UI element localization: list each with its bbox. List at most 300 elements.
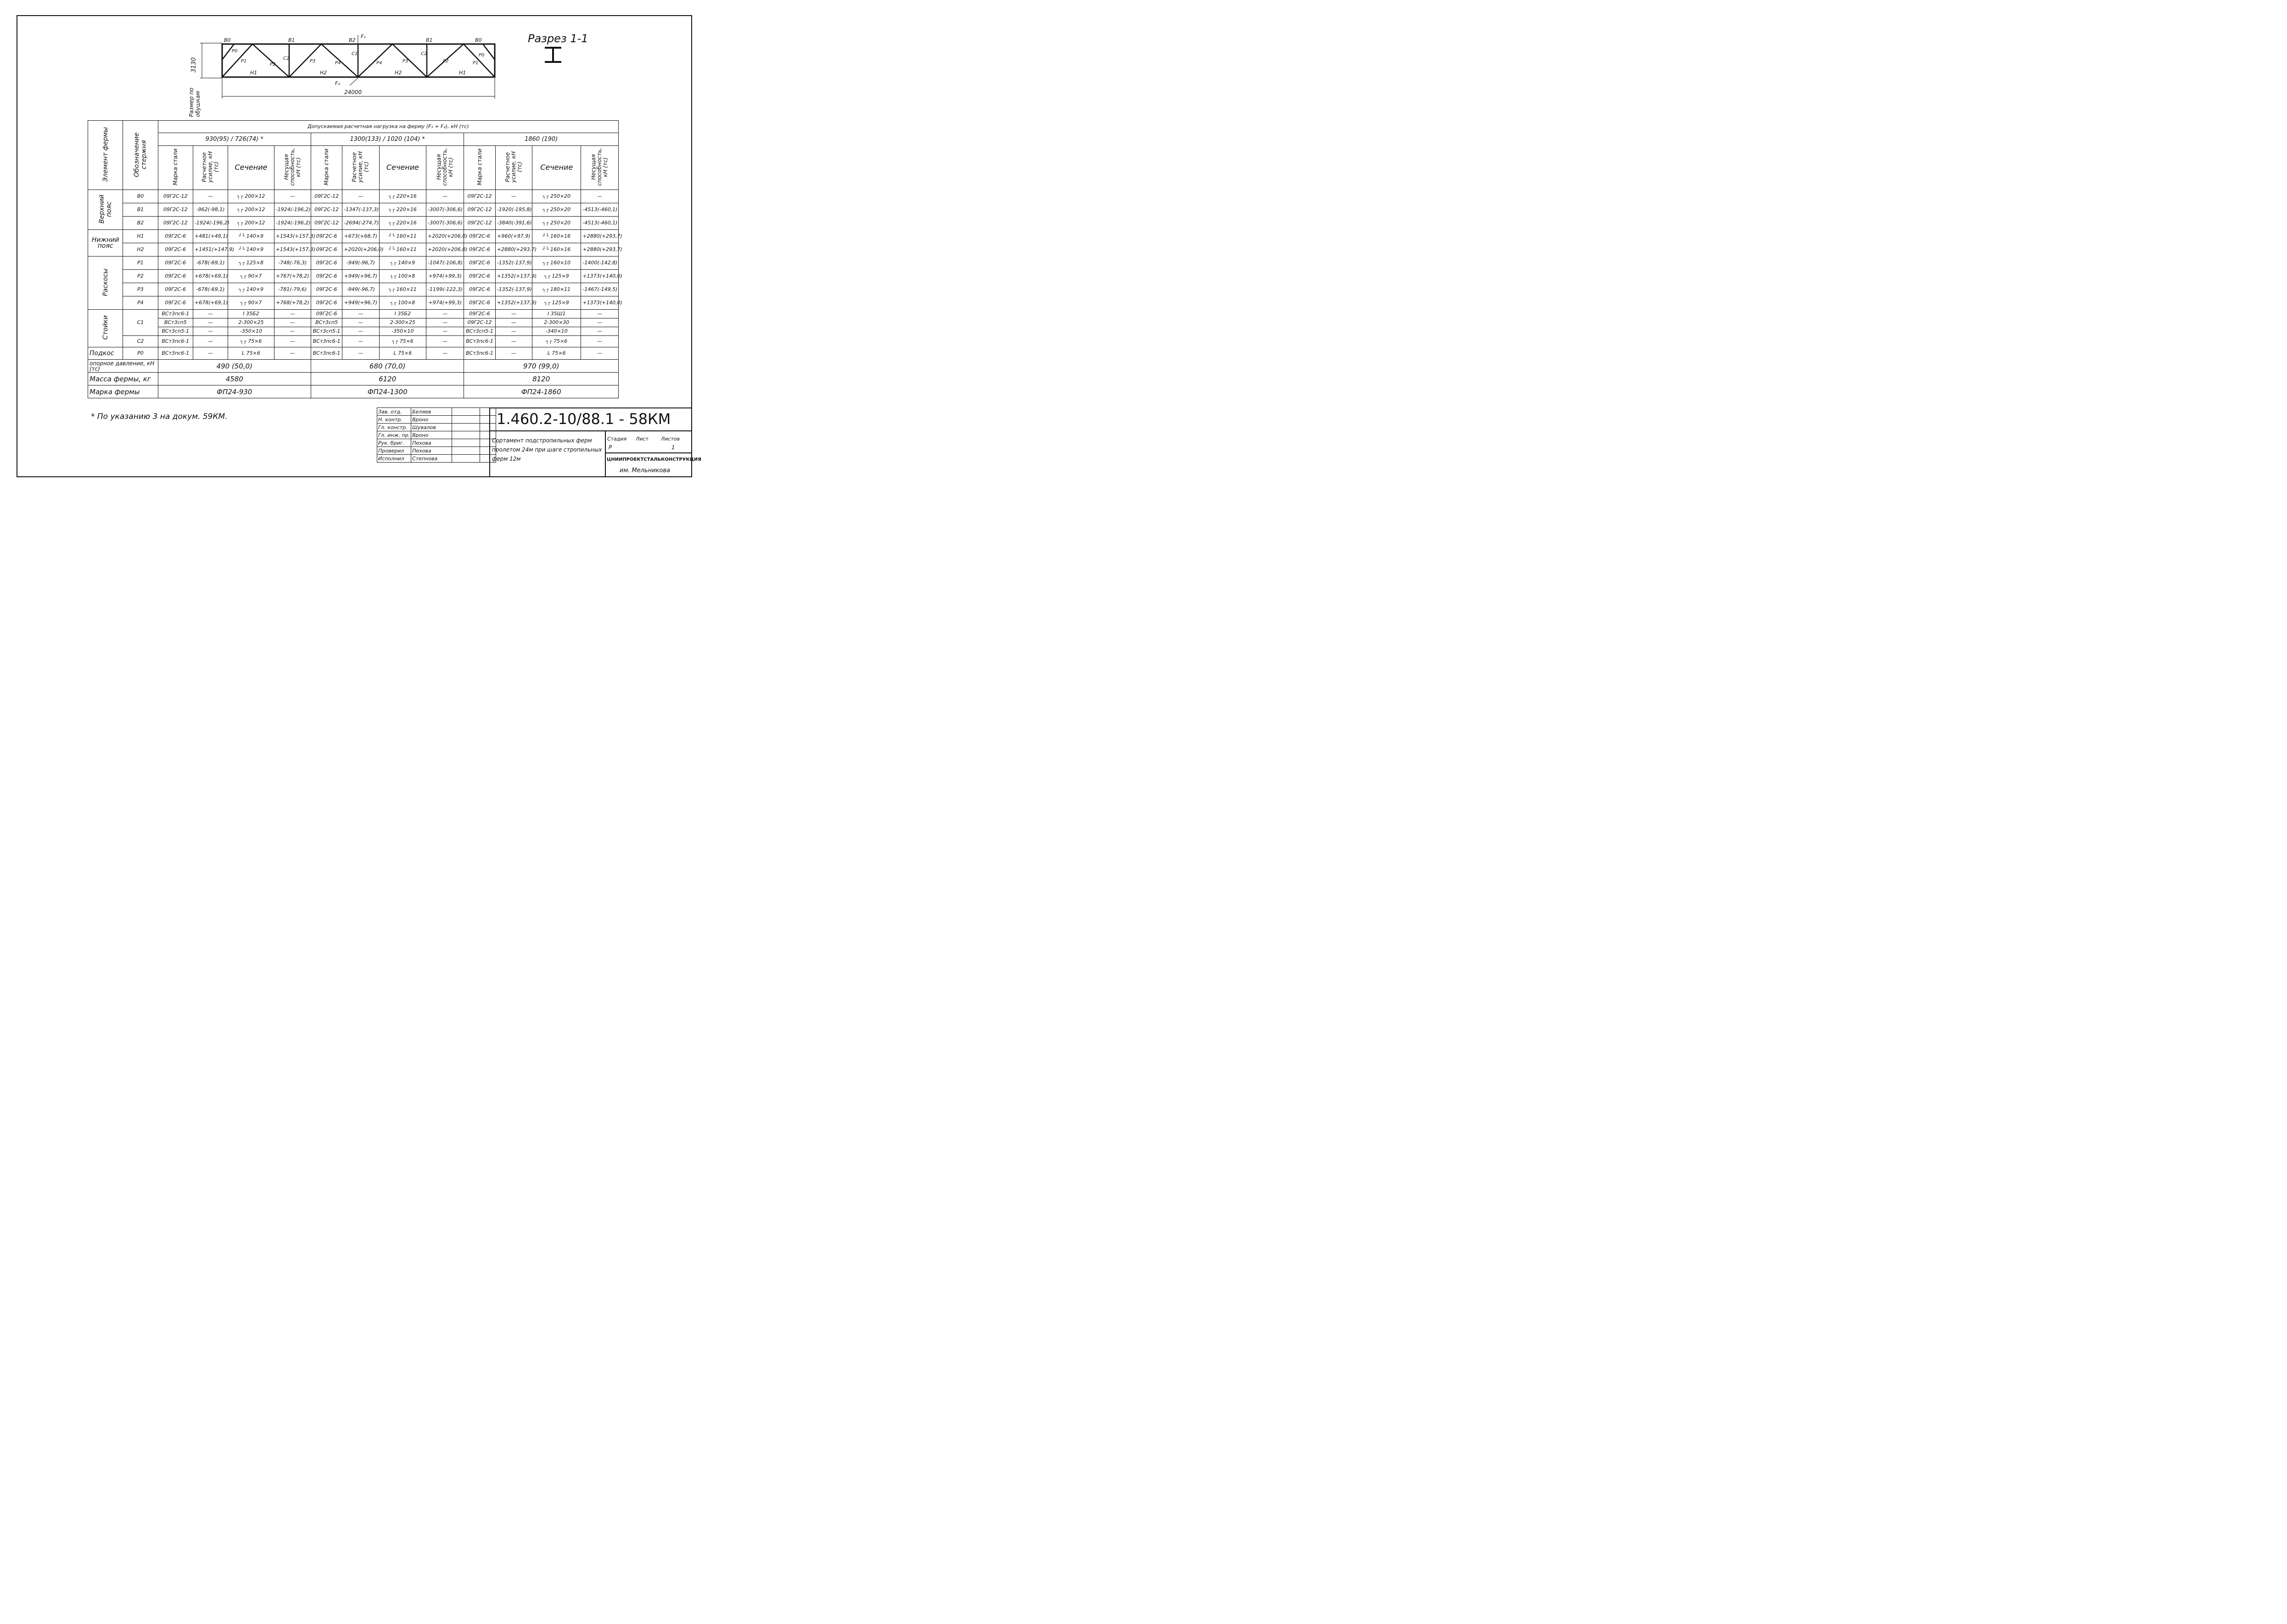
table-cell: —	[342, 347, 379, 360]
table-cell: —	[426, 190, 464, 203]
table-cell: ┐┌ 180×11	[532, 283, 581, 296]
stamp-row	[377, 431, 496, 439]
assortment-table	[88, 120, 622, 398]
label-p2-right: P2	[443, 59, 449, 64]
header-main: Допускаемая расчетная нагрузка на ферму (F₁ + F₂), кН (тс)	[158, 121, 618, 133]
table-cell: —	[274, 318, 311, 327]
table-cell: B1	[123, 203, 158, 217]
table-cell: -3007(-306,6)	[426, 217, 464, 230]
label-p0-left: P0	[232, 49, 238, 54]
stamp-signature	[452, 439, 480, 447]
table-cell: —	[495, 347, 532, 360]
table-cell: —	[495, 310, 532, 318]
table-cell: +1352(+137,9)	[495, 270, 532, 283]
stamp-signature	[452, 455, 480, 463]
stamp-row	[377, 408, 496, 416]
subheader-0-3: Несущая способность, кН (тс)	[274, 145, 311, 190]
table-cell: —	[274, 327, 311, 336]
table-cell: -350×10	[228, 327, 274, 336]
approval-stamp	[377, 407, 496, 463]
label-b2: B2	[349, 37, 356, 43]
table-cell: ┐┌ 125×8	[228, 257, 274, 270]
support-value: 970 (99,0)	[464, 360, 619, 373]
table-cell: —	[495, 190, 532, 203]
table-cell: 09Г2С-6	[158, 296, 193, 310]
stamp-role: Проверил	[377, 447, 411, 455]
stamp-role: Зав. отд.	[377, 408, 411, 416]
table-cell: ┐┌ 220×16	[379, 190, 426, 203]
group-930: 930(95) / 726(74) *	[158, 133, 311, 145]
table-cell: 09Г2С-6	[158, 230, 193, 243]
stamp-person: Вроно	[411, 416, 452, 424]
table-cell: —	[193, 190, 228, 203]
table-cell: -4513(-460,1)	[581, 203, 619, 217]
table-cell: ┐┌ 75×6	[532, 336, 581, 347]
mass-value: 4580	[158, 373, 311, 385]
table-cell: -962(-98,1)	[193, 203, 228, 217]
subheader-2-3: Несущая способность, кН (тс)	[581, 145, 619, 190]
subheader-0-2: Сечение	[228, 145, 274, 190]
label-p0-right: P0	[479, 53, 485, 58]
table-cell: —	[342, 327, 379, 336]
table-row	[88, 257, 619, 270]
table-cell: —	[581, 347, 619, 360]
table-cell: ┐┌ 200×12	[228, 190, 274, 203]
table-cell: —	[495, 336, 532, 347]
table-cell: 09Г2С-6	[464, 310, 495, 318]
table-cell: 09Г2С-6	[158, 270, 193, 283]
table-row	[88, 230, 619, 243]
table-row	[88, 310, 619, 318]
stamp-signature	[452, 424, 480, 431]
table-cell: —	[426, 347, 464, 360]
table-cell: -1924(-196,2)	[274, 203, 311, 217]
table-cell: 09Г2С-12	[158, 203, 193, 217]
table-row	[88, 347, 619, 360]
table-cell: -3007(-306,6)	[426, 203, 464, 217]
stamp-person: Шувалов	[411, 424, 452, 431]
table-cell: -1920(-195,8)	[495, 203, 532, 217]
table-cell: I 35Ш1	[532, 310, 581, 318]
stamp-role: Н. контр.	[377, 416, 411, 424]
table-cell: -4513(-460,1)	[581, 217, 619, 230]
stamp-role: Рук. бриг.	[377, 439, 411, 447]
table-cell: 2-300×25	[228, 318, 274, 327]
table-cell: L 75×6	[379, 347, 426, 360]
sheets-value: 1	[671, 444, 675, 451]
table-cell: ┐┌ 250×20	[532, 217, 581, 230]
table-cell: -340×10	[532, 327, 581, 336]
table-cell: 09Г2С-12	[464, 190, 495, 203]
mass-value: 8120	[464, 373, 619, 385]
stamp-person: Степнова	[411, 455, 452, 463]
table-cell: ┐┌ 100×8	[379, 296, 426, 310]
subheader-2-2: Сечение	[532, 145, 581, 190]
table-cell: ┐┌ 75×6	[228, 336, 274, 347]
table-cell: -678(-69,1)	[193, 257, 228, 270]
table-cell: +767(+78,2)	[274, 270, 311, 283]
table-cell: ┘└ 160×16	[532, 243, 581, 257]
table-cell: —	[426, 327, 464, 336]
stamp-role: Исполнил	[377, 455, 411, 463]
label-p1-left: P1	[241, 59, 247, 64]
table-row	[88, 336, 619, 347]
table-row	[88, 318, 619, 327]
col-element: Элемент фермы	[88, 121, 123, 190]
table-cell: I 35Б2	[228, 310, 274, 318]
table-cell: P3	[123, 283, 158, 296]
mark-value: ФП24-1860	[464, 385, 619, 398]
rod-p0: P0	[123, 347, 158, 360]
stamp-person: Вроно	[411, 431, 452, 439]
stamp-row	[377, 455, 496, 463]
table-cell: ┐┌ 220×16	[379, 203, 426, 217]
table-cell: ┘└ 160×11	[379, 243, 426, 257]
mark-value: ФП24-930	[158, 385, 311, 398]
table-cell: 09Г2С-6	[158, 283, 193, 296]
stamp-row	[377, 424, 496, 431]
table-cell: ┐┌ 125×9	[532, 296, 581, 310]
table-cell: 09Г2С-6	[311, 257, 342, 270]
subheader-1-0: Марка стали	[311, 145, 342, 190]
mark-label: Марка фермы	[88, 385, 158, 398]
podkos-label: Подкос	[88, 347, 123, 360]
subheader-0-1: Расчетное усилие, кН (тс)	[193, 145, 228, 190]
stamp-person: Беляев	[411, 408, 452, 416]
table-row-mass	[88, 373, 619, 385]
subheader-1-2: Сечение	[379, 145, 426, 190]
table-cell: ┘└ 160×16	[532, 230, 581, 243]
truss-diagram	[184, 32, 505, 119]
table-cell: 09Г2С-12	[158, 190, 193, 203]
table-cell: +481(+49,1)	[193, 230, 228, 243]
stamp-signature	[452, 416, 480, 424]
table-cell: 09Г2С-6	[464, 283, 495, 296]
table-cell: +673(+68,7)	[342, 230, 379, 243]
table-cell: 09Г2С-6	[311, 296, 342, 310]
table-cell: +1543(+157,3)	[274, 230, 311, 243]
table-cell: +2020(+206,0)	[342, 243, 379, 257]
table-cell: ВСт3пс6-1	[158, 310, 193, 318]
table-cell: —	[581, 327, 619, 336]
table-cell: ┐┌ 100×8	[379, 270, 426, 283]
table-cell: +949(+96,7)	[342, 270, 379, 283]
label-c1: C1	[352, 51, 358, 56]
table-cell: P4	[123, 296, 158, 310]
table-cell: —	[581, 310, 619, 318]
table-cell: —	[495, 327, 532, 336]
label-h2-right: H2	[395, 70, 402, 76]
label-c2-left: C2	[283, 56, 290, 61]
i-beam-icon	[544, 46, 562, 64]
table-cell: —	[342, 318, 379, 327]
stamp-signature	[452, 447, 480, 455]
table-cell: ВСт3пс6-1	[464, 347, 495, 360]
table-row-mark	[88, 385, 619, 398]
org-name: ЦНИИПРОЕКТСТАЛЬКОНСТРУКЦИЯ	[607, 457, 702, 462]
sheets-header: Листов	[661, 436, 680, 442]
label-c2-right: C2	[421, 51, 427, 56]
label-h1-right: H1	[459, 70, 466, 76]
table-cell: B2	[123, 217, 158, 230]
table-cell: -350×10	[379, 327, 426, 336]
support-value: 680 (70,0)	[311, 360, 464, 373]
stamp-row	[377, 416, 496, 424]
table-cell: +678(+69,1)	[193, 270, 228, 283]
table-cell: 09Г2С-6	[311, 283, 342, 296]
table-cell: -1047(-106,8)	[426, 257, 464, 270]
table-cell: —	[426, 318, 464, 327]
table-cell: —	[274, 310, 311, 318]
table-row	[88, 203, 619, 217]
stamp-role: Гл. констр.	[377, 424, 411, 431]
table-cell: ┐┌ 75×6	[379, 336, 426, 347]
subheader-1-1: Расчетное усилие, кН (тс)	[342, 145, 379, 190]
table-cell: ВСт3пс6-1	[464, 336, 495, 347]
rod-c1: C1	[123, 310, 158, 336]
label-p2-left: P2	[270, 62, 276, 67]
stage-header: Стадия	[607, 436, 627, 442]
label-b1-left: B1	[288, 37, 295, 43]
table-cell: 09Г2С-6	[464, 230, 495, 243]
table-cell: 09Г2С-6	[464, 270, 495, 283]
table-cell: 2-300×30	[532, 318, 581, 327]
table-cell: —	[274, 190, 311, 203]
table-cell: —	[274, 347, 311, 360]
table-cell: ┐┌ 125×9	[532, 270, 581, 283]
table-row	[88, 296, 619, 310]
table-cell: ┐┌ 90×7	[228, 296, 274, 310]
table-cell: 09Г2С-6	[464, 257, 495, 270]
table-cell: —	[274, 336, 311, 347]
doc-title: Сортамент подстропильных ферм пролетом 24м при шаге стропильных ферм 12м	[492, 437, 602, 462]
span-dim: 24000	[344, 89, 362, 95]
label-h1-left: H1	[250, 70, 257, 76]
table-row	[88, 190, 619, 203]
table-cell: -949(-96,7)	[342, 257, 379, 270]
table-cell: 09Г2С-6	[311, 243, 342, 257]
doc-code: 1.460.2-10/88.1 - 58КМ	[497, 410, 671, 428]
section-title: Разрез 1-1	[528, 32, 588, 45]
table-cell: +1373(+140,0)	[581, 270, 619, 283]
table-cell: ┐┌ 200×12	[228, 217, 274, 230]
table-cell: ┐┌ 200×12	[228, 203, 274, 217]
sheet-header: Лист	[636, 436, 649, 442]
label-p3-right: P3	[403, 59, 408, 64]
table-cell: ВСт3пс6-1	[311, 347, 342, 360]
label-h2-left: H2	[320, 70, 327, 76]
table-cell: —	[193, 318, 228, 327]
table-cell: 2-300×25	[379, 318, 426, 327]
table-row-support	[88, 360, 619, 373]
element-group-label: Нижний пояс	[88, 230, 123, 257]
table-cell: 09Г2С-12	[311, 203, 342, 217]
table-cell: ┐┌ 140×9	[228, 283, 274, 296]
table-cell: +949(+96,7)	[342, 296, 379, 310]
org-subtitle: им. Мельникова	[620, 467, 671, 474]
label-p4-left: P4	[335, 61, 341, 66]
mass-label: Масса фермы, кг	[88, 373, 158, 385]
table-cell: —	[581, 318, 619, 327]
subheader-2-1: Расчетное усилие, кН (тс)	[495, 145, 532, 190]
table-cell: —	[581, 336, 619, 347]
table-cell: +1543(+157,3)	[274, 243, 311, 257]
table-cell: -1352(-137,9)	[495, 283, 532, 296]
table-cell: 09Г2С-6	[158, 257, 193, 270]
col-rod: Обозначение стержня	[123, 121, 158, 190]
table-cell: —	[193, 310, 228, 318]
table-cell: 09Г2С-12	[464, 217, 495, 230]
table-cell: —	[426, 336, 464, 347]
table-cell: ВСт3сп5-1	[464, 327, 495, 336]
table-cell: +974(+99,3)	[426, 296, 464, 310]
table-cell: ┐┌ 250×20	[532, 190, 581, 203]
label-b1-right: B1	[426, 37, 433, 43]
table-cell: 09Г2С-12	[464, 203, 495, 217]
table-cell: -1924(-196,2)	[274, 217, 311, 230]
table-cell: ВСт3сп5	[158, 318, 193, 327]
stamp-signature	[452, 408, 480, 416]
table-cell: +1373(+140,0)	[581, 296, 619, 310]
table-cell: ┐┌ 160×10	[532, 257, 581, 270]
table-row	[88, 217, 619, 230]
stamp-person: Пехова	[411, 447, 452, 455]
table-cell: ВСт3сп5	[311, 318, 342, 327]
subheader-2-0: Марка стали	[464, 145, 495, 190]
table-cell: -949(-96,7)	[342, 283, 379, 296]
table-cell: —	[342, 336, 379, 347]
table-cell: +2880(+293,7)	[581, 230, 619, 243]
table-cell: 09Г2С-12	[311, 217, 342, 230]
table-cell: -1347(-137,3)	[342, 203, 379, 217]
table-cell: —	[193, 347, 228, 360]
table-cell: 09Г2С-6	[464, 296, 495, 310]
table-cell: +2880(+293,7)	[495, 243, 532, 257]
table-cell: H2	[123, 243, 158, 257]
table-row	[88, 327, 619, 336]
table-cell: H1	[123, 230, 158, 243]
support-label: опорное давление, кН (тс)	[88, 360, 158, 373]
table-cell: ┐┌ 220×16	[379, 217, 426, 230]
table-cell: +2880(+293,7)	[581, 243, 619, 257]
table-cell: 09Г2С-6	[464, 243, 495, 257]
stamp-role: Гл. инж. пр.	[377, 431, 411, 439]
table-cell: -1467(-149,5)	[581, 283, 619, 296]
table-row	[88, 243, 619, 257]
table-cell: 09Г2С-6	[311, 230, 342, 243]
table-cell: -678(-69,1)	[193, 283, 228, 296]
stamp-row	[377, 447, 496, 455]
label-b0-left: B0	[224, 37, 231, 43]
table-cell: P2	[123, 270, 158, 283]
table-cell: ВСт3пс6-1	[311, 336, 342, 347]
table-cell: -1352(-137,9)	[495, 257, 532, 270]
group-1300: 1300(133) / 1020 (104) *	[311, 133, 464, 145]
label-b0-right: B0	[475, 37, 482, 43]
table-cell: —	[426, 310, 464, 318]
footnote: * По указанию 3 на докум. 59КМ.	[91, 412, 228, 421]
element-group-label: Раскосы	[88, 257, 123, 310]
table-cell: ВСт3сп5-1	[158, 327, 193, 336]
subheader-0-0: Марка стали	[158, 145, 193, 190]
table-cell: -748(-76,3)	[274, 257, 311, 270]
table-row	[88, 270, 619, 283]
table-cell: ┐┌ 160×11	[379, 283, 426, 296]
table-cell: -1199(-122,3)	[426, 283, 464, 296]
dim-note: Размер по обушкам	[188, 87, 201, 117]
support-value: 490 (50,0)	[158, 360, 311, 373]
table-cell: +1352(+137,9)	[495, 296, 532, 310]
table-cell: ┘└ 140×9	[228, 243, 274, 257]
mass-value: 6120	[311, 373, 464, 385]
table-cell: -781(-79,6)	[274, 283, 311, 296]
table-cell: ВСт3пс6-1	[158, 347, 193, 360]
stage-value: Р	[609, 444, 612, 451]
group-1860: 1860 (190)	[464, 133, 619, 145]
table-cell: —	[193, 336, 228, 347]
table-cell: L 75×6	[228, 347, 274, 360]
table-cell: -1924(-196,2)	[193, 217, 228, 230]
table-cell: 09Г2С-12	[464, 318, 495, 327]
table-cell: 09Г2С-12	[311, 190, 342, 203]
table-cell: —	[342, 190, 379, 203]
label-p1-right: P1	[473, 61, 479, 66]
table-cell: ┐┌ 140×9	[379, 257, 426, 270]
table-cell: +768(+78,2)	[274, 296, 311, 310]
subheader-1-3: Несущая способность, кН (тс)	[426, 145, 464, 190]
table-cell: +2020(+206,0)	[426, 243, 464, 257]
label-f1: F₁	[361, 33, 366, 39]
label-p3-left: P3	[310, 59, 316, 64]
table-cell: -3840(-391,6)	[495, 217, 532, 230]
stamp-signature	[452, 431, 480, 439]
stamp-person: Пехова	[411, 439, 452, 447]
table-cell: I 35Б2	[379, 310, 426, 318]
table-cell: ┐┌ 90×7	[228, 270, 274, 283]
table-cell: ┘└ 140×9	[228, 230, 274, 243]
label-f2: F₂	[335, 80, 340, 86]
table-cell: —	[581, 190, 619, 203]
table-cell: -2694(-274,7)	[342, 217, 379, 230]
element-group-label: Стойки	[88, 310, 123, 347]
table-cell: 09Г2С-6	[311, 270, 342, 283]
table-cell: 09Г2С-6	[158, 243, 193, 257]
label-p4-right: P4	[376, 61, 382, 66]
rod-c2: C2	[123, 336, 158, 347]
stamp-row	[377, 439, 496, 447]
table-cell: P1	[123, 257, 158, 270]
table-cell: +974(+99,3)	[426, 270, 464, 283]
element-group-label: Верхний пояс	[88, 190, 123, 230]
table-cell: L 75×6	[532, 347, 581, 360]
table-cell: 09Г2С-6	[311, 310, 342, 318]
table-cell: +2020(+206,0)	[426, 230, 464, 243]
table-cell: —	[342, 310, 379, 318]
table-cell: +1451(+147,9)	[193, 243, 228, 257]
table-cell: —	[495, 318, 532, 327]
table-cell: ┐┌ 250×20	[532, 203, 581, 217]
table-cell: ┘└ 160×11	[379, 230, 426, 243]
table-cell: ВСт3сп5-1	[311, 327, 342, 336]
table-cell: -1400(-142,8)	[581, 257, 619, 270]
table-cell: 09Г2С-12	[158, 217, 193, 230]
table-cell: B0	[123, 190, 158, 203]
table-cell: +960(+97,9)	[495, 230, 532, 243]
height-dim: 3130	[190, 57, 197, 73]
table-cell: —	[193, 327, 228, 336]
table-row	[88, 283, 619, 296]
table-cell: +678(+69,1)	[193, 296, 228, 310]
